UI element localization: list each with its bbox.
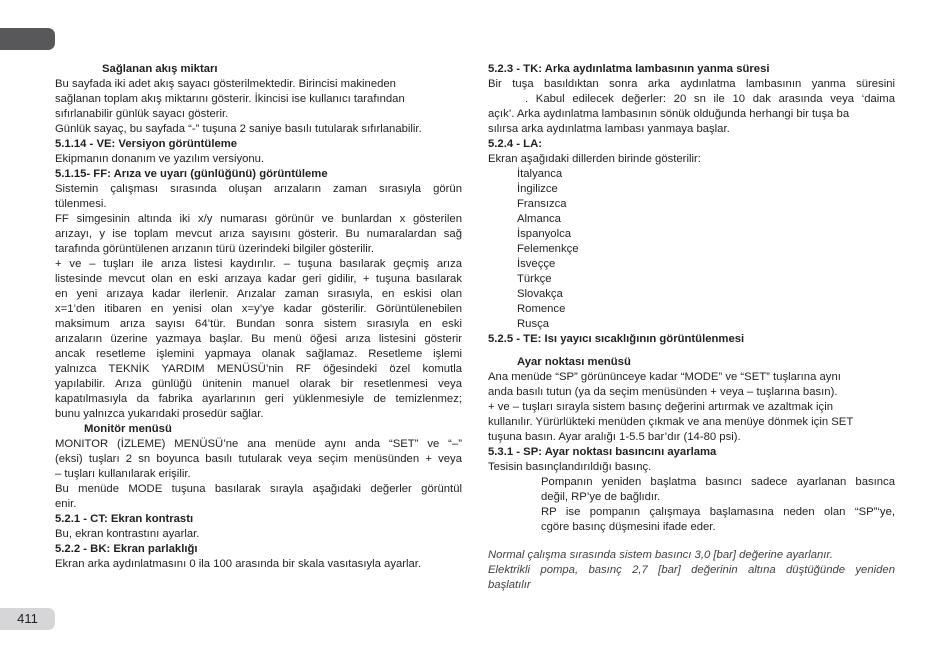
list-item: Fransızca <box>517 198 567 210</box>
text-line: en yeni arızaya kadar ilerlenir. Arızalar zaman sırasıyla, en eskisi olan <box>55 288 462 300</box>
heading-la: 5.2.4 - LA: <box>488 138 542 150</box>
text-line: (eksi) tuşları 2 sn boyunca basılı tutularak veya seçim menüsünden + veya <box>55 453 462 465</box>
text-line: yapılabilir. Arıza günlüğü ünitenin manuel olarak bir resetlenmesi veya <box>55 378 462 390</box>
text-line: + ve – tuşları sırayla sistem basınç değerini artırmak ve azaltmak için <box>488 401 834 413</box>
text-line: FF simgesinin altında iki x/y numarası görünür ve bunlardan x gösterilen <box>55 213 462 225</box>
heading-te: 5.2.5 - TE: Isı yayıcı sıcaklığının görüntülenmesi <box>488 333 745 345</box>
left-column <box>55 62 462 572</box>
language-list <box>488 167 895 332</box>
note-restart: Elektrikli pompa, basınç 2,7 [bar] değerinin altına düştüğünde yeniden <box>488 564 895 576</box>
list-item: Rusça <box>517 318 550 330</box>
list-item: Felemenkçe <box>517 243 579 255</box>
text-line: yalnızca TEKNİK YARDIM MENÜSÜ’nin RF öğesindeki özel komutla <box>55 363 462 375</box>
heading-ct: 5.2.1 - CT: Ekran kontrastı <box>55 513 194 525</box>
list-item: İsveççe <box>517 258 556 270</box>
text-line: Ekran arka aydınlatmasını 0 ila 100 arasında bir skala vasıtasıyla ayarlar. <box>55 558 422 570</box>
text-line: RP ise pompanın çalışmaya başlamasına neden olan “SP”‘ye, <box>541 506 895 518</box>
text-line: maksimum arıza sayısı 64’tür. Bundan sonra sistem sırasıyla en eski <box>55 318 462 330</box>
text-line: bunu yalnızca yukarıdaki prosedür sağlar. <box>55 408 264 420</box>
text-line: kullanılır. Yürürlükteki menüden çıkmak ve ana menüye dönmek için SET <box>488 416 854 428</box>
text-line: arızayı, y ise toplam mevcut arıza sayısını gösterir. Bu numaralardan sağ <box>55 228 462 240</box>
text-line: tülenmesi. <box>55 198 107 210</box>
text-line: cgöre basınç düşmesini ifade eder. <box>541 521 716 533</box>
list-item: İngilizce <box>517 183 558 195</box>
chapter-tab <box>0 28 55 50</box>
text-line: Sistemin çalışması sırasında oluşan arızaların zaman sırasıyla görün <box>55 183 462 195</box>
text-line: sılırsa arka aydınlatma lambası yanmaya başlar. <box>488 123 730 135</box>
text-line: enir. <box>55 498 77 510</box>
text-line: listesinde mevcut olan en eski arızaya kadar geri gidilir, + tuşuna basılarak <box>55 273 462 285</box>
text-line: değil, RP’ye de bağlıdır. <box>541 491 661 503</box>
text-line: Ekran aşağıdaki dillerden birinde gösterilir: <box>488 153 701 165</box>
right-column <box>488 62 895 593</box>
text-line: + ve – tuşları ile arıza listesi kaydırılır. – tuşuna basılarak geçmiş arıza <box>55 258 462 270</box>
text-line: Ana menüde “SP” görününceye kadar “MODE” ve “SET” tuşlarına aynı <box>488 371 841 383</box>
text-line: Bir tuşa basıldıktan sonra arka aydınlatma lambasının yanma süresini <box>488 78 895 90</box>
text-line: Bu sayfada iki adet akış sayacı gösterilmektedir. Birincisi makineden <box>55 78 396 90</box>
text-line: Bu menüde MODE tuşuna basılarak sırayla aşağıdaki değerler görüntül <box>55 483 462 495</box>
text-line: x=1’den itibaren en yenisi olan x=y’ye kadar gösterilir. Görüntülenebilen <box>55 303 462 315</box>
text-line: Ekipmanın donanım ve yazılım versiyonu. <box>55 153 265 165</box>
heading-ff: 5.1.15- FF: Arıza ve uyarı (günlüğünü) görüntüleme <box>55 168 328 180</box>
heading-tk: 5.2.3 - TK: Arka aydınlatma lambasının yanma süresi <box>488 63 770 75</box>
heading-monitor: Monitör menüsü <box>84 423 172 435</box>
text-line: ancak resetleme işlemini yapmaya olanak sağlamaz. Resetleme işlemi <box>55 348 462 360</box>
list-item: İtalyanca <box>517 168 563 180</box>
text-line: . Kabul edilecek değerler: 20 sn ile 10 dak arasında veya ‘daima <box>525 93 895 105</box>
note-normal-pressure: Normal çalışma sırasında sistem basıncı 3,0 [bar] değerine ayarlanır. <box>488 549 833 561</box>
text-line: tuşuna basın. Ayar aralığı 1-5.5 bar’dır (14-80 psi). <box>488 431 741 443</box>
list-item: Slovakça <box>517 288 563 300</box>
text-line: anda basılı tutun (ya da seçim menüsünden + veya – tuşlarına basın). <box>488 386 838 398</box>
list-item: Romence <box>517 303 566 315</box>
text-line: Tesisin basınçlandırıldığı basınç. <box>488 461 652 473</box>
list-item: Almanca <box>517 213 561 225</box>
text-line: sağlanan toplam akış miktarını gösterir. İkincisi ise kullanıcı tarafından <box>55 93 405 105</box>
text-line: MONITOR (İZLEME) MENÜSÜ’ne ana menüde aynı anda “SET” ve “–” <box>55 438 462 450</box>
text-line: açık’. Arka aydınlatma lambasının sönük olduğunda herhangi bir tuşa ba <box>488 108 850 120</box>
heading-bk: 5.2.2 - BK: Ekran parlaklığı <box>55 543 198 555</box>
heading-flow: Sağlanan akış miktarı <box>102 63 218 75</box>
text-line: – tuşları kullanılarak erişilir. <box>55 468 191 480</box>
page-number: 411 <box>0 608 55 630</box>
text-line: Bu, ekran kontrastını ayarlar. <box>55 528 200 540</box>
note-restart-cont: başlatılır <box>488 579 531 591</box>
list-item: İspanyolca <box>517 228 572 240</box>
text-line: arızaların üzerine yazmaya başlar. Bu menü öğesi arıza listesini gösterir <box>55 333 462 345</box>
heading-sp: 5.3.1 - SP: Ayar noktası basıncını ayarlama <box>488 446 717 458</box>
heading-setpoint: Ayar noktası menüsü <box>517 356 631 368</box>
spacer <box>488 535 895 548</box>
heading-ve: 5.1.14 - VE: Versiyon görüntüleme <box>55 138 238 150</box>
text-line: Pompanın yeniden başlatma basıncı sadece ayarlanan basınca <box>541 476 895 488</box>
text-line: Günlük sayaç, bu sayfada “-” tuşuna 2 saniye basılı tutularak sıfırlanabilir. <box>55 123 422 135</box>
text-line: kapatılmasıyla da fabrika ayarlarının geri yüklenmesiyle de temizlenmez; <box>55 393 462 405</box>
text-line: sıfırlanabilir günlük sayacı gösterir. <box>55 108 229 120</box>
text-line: tarafında görüntülenen arızanın türü üzerindeki bilgiler gösterilir. <box>55 243 375 255</box>
list-item: Türkçe <box>517 273 552 285</box>
